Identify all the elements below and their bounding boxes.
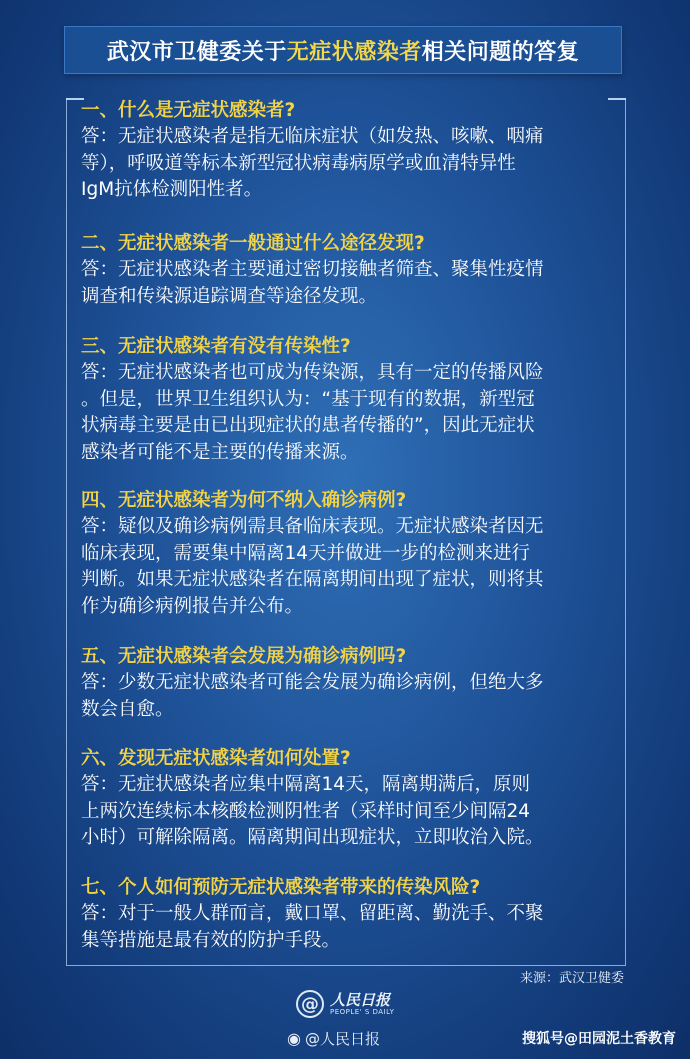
qa-panel: [66, 98, 626, 966]
at-sign-icon: @: [296, 990, 324, 1018]
source-credit: 来源：武汉卫健委: [519, 971, 624, 986]
page-title: [64, 26, 622, 74]
answer-4-line-1: 答：疑似及确诊病例需具备临床表现。无症状感染者因无: [81, 516, 544, 537]
qa-item-4: [81, 488, 621, 620]
answer-3-line-1: 答：无症状感染者也可成为传染源，具有一定的传播风险: [81, 362, 544, 383]
logo-text: [330, 992, 394, 1016]
answer-2: [81, 257, 621, 310]
question-3: 三、无症状感染者有没有传染性?: [81, 336, 351, 357]
answer-6-line-1: 答：无症状感染者应集中隔离14天，隔离期满后，原则: [81, 774, 531, 795]
title-highlight: 无症状感染者: [286, 39, 422, 65]
answer-6-line-2: 上两次连续标本核酸检测阴性者（采样时间至少间隔24: [81, 800, 531, 822]
answer-6: [81, 772, 621, 852]
question-7: 七、个人如何预防无症状感染者带来的传染风险?: [81, 877, 481, 898]
answer-6-line-3: 小时）可解除隔离。隔离期间出现症状，立即收治入院。: [81, 827, 544, 848]
question-1: 一、什么是无症状感染者?: [81, 100, 296, 121]
logo-en: PEOPLE' S DAILY: [330, 1008, 395, 1016]
weibo-watermark: [287, 1028, 380, 1049]
answer-7: [81, 901, 621, 954]
weibo-watermark-text: @人民日报: [304, 1030, 380, 1048]
title-prefix: 武汉市卫健委关于: [106, 39, 287, 65]
answer-1-line-1: 答：无症状感染者是指无临床症状（如发热、咳嗽、咽痛: [81, 126, 544, 147]
answer-4-line-4: 作为确诊病例报告并公布。: [81, 595, 304, 617]
question-6: 六、发现无症状感染者如何处置?: [81, 748, 351, 769]
answer-1-line-3: IgM抗体检测阳性者。: [81, 179, 263, 200]
answer-3-line-4: 感染者可能不是主要的传播来源。: [81, 441, 359, 463]
qa-item-6: [81, 746, 621, 852]
answer-4: [81, 514, 621, 620]
answer-7-line-1: 答：对于一般人群而言，戴口罩、留距离、勤洗手、不聚: [81, 903, 544, 924]
logo-cn: 人民日报: [330, 991, 391, 1009]
qa-item-7: [81, 875, 621, 954]
answer-5-line-2: 数会自愈。: [81, 698, 174, 720]
answer-4-line-3: 判断。如果无症状感染者在隔离期间出现了症状，则将其: [81, 569, 544, 590]
question-5: 五、无症状感染者会发展为确诊病例吗?: [81, 646, 407, 667]
answer-7-line-2: 集等措施是最有效的防护手段。: [81, 929, 341, 951]
qa-item-2: [81, 231, 621, 310]
answer-1: [81, 124, 621, 204]
answer-3-line-3: 状病毒主要是由已出现症状的患者传播的”，因此无症状: [81, 415, 535, 436]
weibo-icon: ◉: [287, 1029, 301, 1048]
peoples-daily-logo: [296, 990, 394, 1018]
answer-4-line-2: 临床表现，需要集中隔离14天并做进一步的检测来进行: [81, 542, 531, 564]
answer-1-line-2: 等），呼吸道等标本新型冠状病毒病原学或血清特异性: [81, 152, 516, 174]
qa-item-5: [81, 644, 621, 723]
answer-2-line-2: 调查和传染源追踪调查等途径发现。: [81, 285, 378, 307]
sohu-watermark: 搜狐号@田园泥土香教育: [522, 1031, 676, 1047]
answer-3-line-2: 。但是，世界卫生组织认为：“基于现有的数据，新型冠: [81, 388, 535, 410]
question-4: 四、无症状感染者为何不纳入确诊病例?: [81, 490, 407, 511]
answer-3: [81, 360, 621, 466]
qa-item-3: [81, 334, 621, 466]
title-suffix: 相关问题的答复: [421, 39, 580, 65]
qa-item-1: [81, 98, 621, 204]
answer-5-line-1: 答：少数无症状感染者可能会发展为确诊病例，但绝大多: [81, 672, 544, 693]
answer-2-line-1: 答：无症状感染者主要通过密切接触者筛查、聚集性疫情: [81, 259, 544, 280]
answer-5: [81, 670, 621, 723]
question-2: 二、无症状感染者一般通过什么途径发现?: [81, 233, 425, 254]
